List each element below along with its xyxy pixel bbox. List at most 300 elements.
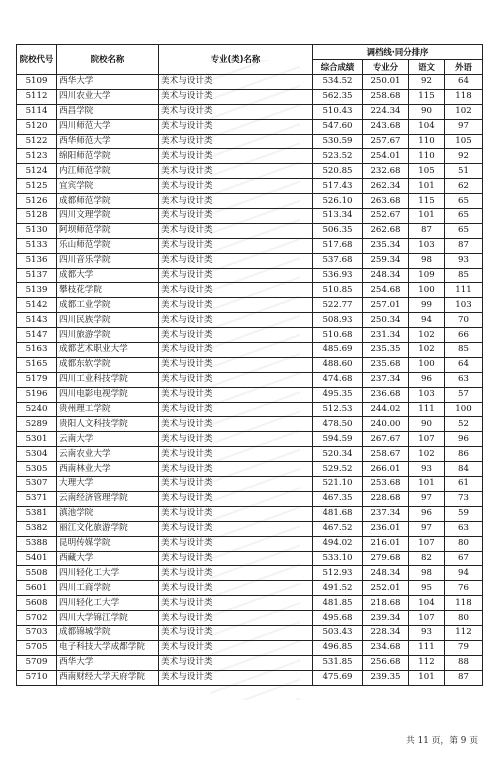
cell-major-score: 257.01 bbox=[363, 298, 409, 313]
cell-school: 阿坝师范学院 bbox=[57, 223, 159, 238]
cell-code: 5388 bbox=[17, 536, 57, 551]
cell-total: 523.52 bbox=[313, 149, 363, 164]
cell-chinese: 115 bbox=[409, 194, 445, 209]
cell-school: 四川师范大学 bbox=[57, 119, 159, 134]
header-total: 综合成绩 bbox=[313, 60, 363, 75]
table-row bbox=[17, 357, 483, 372]
cell-foreign: 80 bbox=[445, 611, 483, 626]
cell-total: 495.68 bbox=[313, 611, 363, 626]
cell-major: 美术与设计类 bbox=[159, 343, 313, 358]
cell-chinese: 111 bbox=[409, 402, 445, 417]
cell-code: 5601 bbox=[17, 581, 57, 596]
cell-code: 5705 bbox=[17, 640, 57, 655]
cell-major: 美术与设计类 bbox=[159, 506, 313, 521]
cell-total: 534.52 bbox=[313, 75, 363, 90]
cell-total: 510.85 bbox=[313, 283, 363, 298]
cell-major-score: 252.01 bbox=[363, 581, 409, 596]
header-group: 调档线·同分排序 bbox=[313, 45, 483, 60]
cell-total: 481.85 bbox=[313, 596, 363, 611]
table-row bbox=[17, 655, 483, 670]
cell-major-score: 232.68 bbox=[363, 164, 409, 179]
cell-chinese: 111 bbox=[409, 640, 445, 655]
cell-major: 美术与设计类 bbox=[159, 536, 313, 551]
table-row bbox=[17, 447, 483, 462]
cell-major-score: 216.01 bbox=[363, 536, 409, 551]
cell-major: 美术与设计类 bbox=[159, 164, 313, 179]
cell-total: 512.53 bbox=[313, 402, 363, 417]
cell-chinese: 110 bbox=[409, 149, 445, 164]
table-row bbox=[17, 596, 483, 611]
cell-code: 5702 bbox=[17, 611, 57, 626]
cell-school: 成都艺术职业大学 bbox=[57, 343, 159, 358]
table-row bbox=[17, 209, 483, 224]
cell-code: 5508 bbox=[17, 566, 57, 581]
cell-chinese: 105 bbox=[409, 164, 445, 179]
cell-code: 5165 bbox=[17, 357, 57, 372]
cell-foreign: 87 bbox=[445, 238, 483, 253]
cell-foreign: 112 bbox=[445, 625, 483, 640]
cell-school: 云南农业大学 bbox=[57, 447, 159, 462]
cell-foreign: 57 bbox=[445, 387, 483, 402]
cell-code: 5124 bbox=[17, 164, 57, 179]
cell-major: 美术与设计类 bbox=[159, 194, 313, 209]
cell-code: 5122 bbox=[17, 134, 57, 149]
cell-major: 美术与设计类 bbox=[159, 566, 313, 581]
table-row bbox=[17, 670, 483, 685]
cell-total: 521.10 bbox=[313, 477, 363, 492]
header-major: 专业(类)名称 bbox=[159, 45, 313, 75]
cell-foreign: 63 bbox=[445, 372, 483, 387]
cell-code: 5307 bbox=[17, 477, 57, 492]
cell-code: 5709 bbox=[17, 655, 57, 670]
cell-major: 美术与设计类 bbox=[159, 149, 313, 164]
cell-major: 美术与设计类 bbox=[159, 596, 313, 611]
table-row bbox=[17, 551, 483, 566]
cell-major: 美术与设计类 bbox=[159, 372, 313, 387]
cell-major-score: 258.68 bbox=[363, 89, 409, 104]
cell-total: 517.68 bbox=[313, 238, 363, 253]
table-row bbox=[17, 372, 483, 387]
cell-major: 美术与设计类 bbox=[159, 581, 313, 596]
cell-code: 5301 bbox=[17, 432, 57, 447]
table-row bbox=[17, 491, 483, 506]
cell-major-score: 218.68 bbox=[363, 596, 409, 611]
cell-chinese: 104 bbox=[409, 596, 445, 611]
cell-major: 美术与设计类 bbox=[159, 447, 313, 462]
table-row bbox=[17, 223, 483, 238]
table-row bbox=[17, 521, 483, 536]
cell-chinese: 95 bbox=[409, 581, 445, 596]
cell-total: 467.35 bbox=[313, 491, 363, 506]
cell-major: 美术与设计类 bbox=[159, 387, 313, 402]
cell-total: 491.52 bbox=[313, 581, 363, 596]
cell-major: 美术与设计类 bbox=[159, 238, 313, 253]
cell-foreign: 80 bbox=[445, 536, 483, 551]
cell-major: 美术与设计类 bbox=[159, 209, 313, 224]
cell-code: 5196 bbox=[17, 387, 57, 402]
cell-foreign: 62 bbox=[445, 179, 483, 194]
cell-major-score: 248.34 bbox=[363, 566, 409, 581]
cell-chinese: 98 bbox=[409, 566, 445, 581]
cell-total: 533.10 bbox=[313, 551, 363, 566]
cell-major-score: 237.34 bbox=[363, 372, 409, 387]
cell-chinese: 115 bbox=[409, 89, 445, 104]
cell-total: 537.68 bbox=[313, 253, 363, 268]
cell-code: 5608 bbox=[17, 596, 57, 611]
cell-foreign: 61 bbox=[445, 477, 483, 492]
table-row bbox=[17, 536, 483, 551]
cell-foreign: 94 bbox=[445, 566, 483, 581]
score-table bbox=[16, 44, 483, 686]
table-row bbox=[17, 462, 483, 477]
cell-major: 美术与设计类 bbox=[159, 134, 313, 149]
cell-total: 517.43 bbox=[313, 179, 363, 194]
table-row bbox=[17, 298, 483, 313]
cell-school: 云南大学 bbox=[57, 432, 159, 447]
table-row bbox=[17, 343, 483, 358]
cell-school: 西南财经大学天府学院 bbox=[57, 670, 159, 685]
cell-total: 520.85 bbox=[313, 164, 363, 179]
cell-chinese: 97 bbox=[409, 521, 445, 536]
cell-foreign: 88 bbox=[445, 655, 483, 670]
cell-school: 乐山师范学院 bbox=[57, 238, 159, 253]
cell-school: 成都工业学院 bbox=[57, 298, 159, 313]
cell-chinese: 107 bbox=[409, 536, 445, 551]
cell-code: 5112 bbox=[17, 89, 57, 104]
cell-school: 西华师范大学 bbox=[57, 134, 159, 149]
cell-major-score: 236.01 bbox=[363, 521, 409, 536]
cell-foreign: 100 bbox=[445, 402, 483, 417]
cell-total: 529.52 bbox=[313, 462, 363, 477]
cell-total: 467.52 bbox=[313, 521, 363, 536]
table-row bbox=[17, 313, 483, 328]
table-body bbox=[17, 75, 483, 686]
cell-major: 美术与设计类 bbox=[159, 640, 313, 655]
cell-foreign: 84 bbox=[445, 462, 483, 477]
cell-school: 西藏大学 bbox=[57, 551, 159, 566]
cell-total: 547.60 bbox=[313, 119, 363, 134]
cell-major-score: 262.68 bbox=[363, 223, 409, 238]
cell-school: 成都锦城学院 bbox=[57, 625, 159, 640]
cell-major-score: 231.34 bbox=[363, 328, 409, 343]
cell-major: 美术与设计类 bbox=[159, 223, 313, 238]
cell-foreign: 102 bbox=[445, 104, 483, 119]
cell-total: 475.69 bbox=[313, 670, 363, 685]
cell-foreign: 92 bbox=[445, 149, 483, 164]
cell-school: 丽江文化旅游学院 bbox=[57, 521, 159, 536]
cell-major: 美术与设计类 bbox=[159, 402, 313, 417]
cell-foreign: 59 bbox=[445, 506, 483, 521]
cell-total: 496.85 bbox=[313, 640, 363, 655]
table-row bbox=[17, 268, 483, 283]
cell-foreign: 111 bbox=[445, 283, 483, 298]
cell-total: 531.85 bbox=[313, 655, 363, 670]
cell-school: 四川音乐学院 bbox=[57, 253, 159, 268]
cell-major-score: 235.35 bbox=[363, 343, 409, 358]
table-row bbox=[17, 194, 483, 209]
cell-chinese: 101 bbox=[409, 670, 445, 685]
cell-chinese: 100 bbox=[409, 357, 445, 372]
cell-major: 美术与设计类 bbox=[159, 298, 313, 313]
table-row bbox=[17, 640, 483, 655]
cell-school: 四川电影电视学院 bbox=[57, 387, 159, 402]
cell-major: 美术与设计类 bbox=[159, 417, 313, 432]
cell-code: 5703 bbox=[17, 625, 57, 640]
cell-total: 510.43 bbox=[313, 104, 363, 119]
cell-foreign: 67 bbox=[445, 551, 483, 566]
cell-code: 5401 bbox=[17, 551, 57, 566]
cell-code: 5130 bbox=[17, 223, 57, 238]
cell-foreign: 70 bbox=[445, 313, 483, 328]
cell-school: 绵阳师范学院 bbox=[57, 149, 159, 164]
cell-foreign: 76 bbox=[445, 581, 483, 596]
cell-major: 美术与设计类 bbox=[159, 477, 313, 492]
cell-chinese: 102 bbox=[409, 328, 445, 343]
cell-code: 5109 bbox=[17, 75, 57, 90]
cell-foreign: 63 bbox=[445, 521, 483, 536]
table-row bbox=[17, 149, 483, 164]
cell-school: 贵州理工学院 bbox=[57, 402, 159, 417]
cell-major-score: 254.68 bbox=[363, 283, 409, 298]
cell-foreign: 103 bbox=[445, 298, 483, 313]
cell-chinese: 109 bbox=[409, 268, 445, 283]
cell-chinese: 97 bbox=[409, 491, 445, 506]
cell-foreign: 66 bbox=[445, 328, 483, 343]
cell-total: 481.68 bbox=[313, 506, 363, 521]
cell-major-score: 240.00 bbox=[363, 417, 409, 432]
cell-chinese: 94 bbox=[409, 313, 445, 328]
cell-chinese: 98 bbox=[409, 253, 445, 268]
cell-code: 5179 bbox=[17, 372, 57, 387]
cell-major-score: 224.34 bbox=[363, 104, 409, 119]
cell-chinese: 107 bbox=[409, 432, 445, 447]
table-row bbox=[17, 75, 483, 90]
cell-chinese: 101 bbox=[409, 477, 445, 492]
cell-major: 美术与设计类 bbox=[159, 253, 313, 268]
cell-foreign: 85 bbox=[445, 343, 483, 358]
cell-major-score: 228.34 bbox=[363, 625, 409, 640]
cell-foreign: 79 bbox=[445, 640, 483, 655]
cell-total: 508.93 bbox=[313, 313, 363, 328]
page-footer: 共 11 页，第 9 页 bbox=[406, 736, 478, 746]
header-major-score: 专业分 bbox=[363, 60, 409, 75]
cell-foreign: 65 bbox=[445, 194, 483, 209]
cell-foreign: 96 bbox=[445, 432, 483, 447]
cell-school: 云南经济管理学院 bbox=[57, 491, 159, 506]
cell-code: 5137 bbox=[17, 268, 57, 283]
cell-major-score: 254.01 bbox=[363, 149, 409, 164]
cell-chinese: 102 bbox=[409, 343, 445, 358]
cell-code: 5136 bbox=[17, 253, 57, 268]
cell-foreign: 65 bbox=[445, 209, 483, 224]
cell-chinese: 90 bbox=[409, 417, 445, 432]
cell-school: 成都东软学院 bbox=[57, 357, 159, 372]
cell-major: 美术与设计类 bbox=[159, 625, 313, 640]
cell-major: 美术与设计类 bbox=[159, 75, 313, 90]
cell-chinese: 101 bbox=[409, 209, 445, 224]
table-row bbox=[17, 89, 483, 104]
cell-major: 美术与设计类 bbox=[159, 283, 313, 298]
cell-chinese: 93 bbox=[409, 625, 445, 640]
cell-school: 大理大学 bbox=[57, 477, 159, 492]
cell-school: 四川文理学院 bbox=[57, 209, 159, 224]
cell-foreign: 64 bbox=[445, 75, 483, 90]
cell-school: 四川旅游学院 bbox=[57, 328, 159, 343]
table-row bbox=[17, 625, 483, 640]
cell-school: 昆明传媒学院 bbox=[57, 536, 159, 551]
cell-chinese: 82 bbox=[409, 551, 445, 566]
cell-foreign: 73 bbox=[445, 491, 483, 506]
cell-total: 485.69 bbox=[313, 343, 363, 358]
cell-major-score: 259.34 bbox=[363, 253, 409, 268]
cell-major-score: 235.68 bbox=[363, 357, 409, 372]
table-row bbox=[17, 328, 483, 343]
cell-total: 594.59 bbox=[313, 432, 363, 447]
cell-total: 506.35 bbox=[313, 223, 363, 238]
cell-major-score: 252.67 bbox=[363, 209, 409, 224]
cell-major: 美术与设计类 bbox=[159, 179, 313, 194]
cell-code: 5143 bbox=[17, 313, 57, 328]
cell-major-score: 248.34 bbox=[363, 268, 409, 283]
table-row bbox=[17, 611, 483, 626]
cell-school: 成都大学 bbox=[57, 268, 159, 283]
cell-total: 494.02 bbox=[313, 536, 363, 551]
cell-major: 美术与设计类 bbox=[159, 611, 313, 626]
header-chinese: 语文 bbox=[409, 60, 445, 75]
header-foreign: 外语 bbox=[445, 60, 483, 75]
cell-major: 美术与设计类 bbox=[159, 104, 313, 119]
cell-chinese: 103 bbox=[409, 387, 445, 402]
cell-major-score: 250.01 bbox=[363, 75, 409, 90]
table-row bbox=[17, 581, 483, 596]
cell-major-score: 243.68 bbox=[363, 119, 409, 134]
cell-major: 美术与设计类 bbox=[159, 328, 313, 343]
cell-school: 西华大学 bbox=[57, 655, 159, 670]
cell-total: 488.60 bbox=[313, 357, 363, 372]
table-row bbox=[17, 566, 483, 581]
cell-chinese: 99 bbox=[409, 298, 445, 313]
table-row bbox=[17, 387, 483, 402]
cell-chinese: 107 bbox=[409, 611, 445, 626]
cell-school: 成都师范学院 bbox=[57, 194, 159, 209]
cell-school: 四川工业科技学院 bbox=[57, 372, 159, 387]
cell-school: 四川大学锦江学院 bbox=[57, 611, 159, 626]
cell-major: 美术与设计类 bbox=[159, 521, 313, 536]
cell-major-score: 236.68 bbox=[363, 387, 409, 402]
cell-chinese: 92 bbox=[409, 75, 445, 90]
cell-major: 美术与设计类 bbox=[159, 462, 313, 477]
cell-major: 美术与设计类 bbox=[159, 670, 313, 685]
cell-school: 四川民族学院 bbox=[57, 313, 159, 328]
cell-school: 西南林业大学 bbox=[57, 462, 159, 477]
cell-code: 5142 bbox=[17, 298, 57, 313]
cell-foreign: 87 bbox=[445, 670, 483, 685]
cell-major-score: 228.68 bbox=[363, 491, 409, 506]
table-header bbox=[17, 45, 483, 75]
cell-school: 四川轻化工大学 bbox=[57, 566, 159, 581]
cell-school: 滇池学院 bbox=[57, 506, 159, 521]
table-row bbox=[17, 402, 483, 417]
cell-major: 美术与设计类 bbox=[159, 119, 313, 134]
cell-major-score: 263.68 bbox=[363, 194, 409, 209]
cell-major-score: 262.34 bbox=[363, 179, 409, 194]
cell-chinese: 96 bbox=[409, 506, 445, 521]
cell-total: 478.50 bbox=[313, 417, 363, 432]
cell-foreign: 51 bbox=[445, 164, 483, 179]
table-row bbox=[17, 238, 483, 253]
cell-chinese: 96 bbox=[409, 372, 445, 387]
cell-major-score: 257.67 bbox=[363, 134, 409, 149]
cell-code: 5139 bbox=[17, 283, 57, 298]
cell-chinese: 103 bbox=[409, 238, 445, 253]
cell-chinese: 101 bbox=[409, 179, 445, 194]
table-row bbox=[17, 119, 483, 134]
cell-major: 美术与设计类 bbox=[159, 432, 313, 447]
cell-major-score: 266.01 bbox=[363, 462, 409, 477]
cell-code: 5305 bbox=[17, 462, 57, 477]
cell-school: 四川工商学院 bbox=[57, 581, 159, 596]
cell-code: 5371 bbox=[17, 491, 57, 506]
cell-major-score: 237.34 bbox=[363, 506, 409, 521]
cell-foreign: 52 bbox=[445, 417, 483, 432]
cell-total: 510.68 bbox=[313, 328, 363, 343]
cell-code: 5710 bbox=[17, 670, 57, 685]
cell-school: 攀枝花学院 bbox=[57, 283, 159, 298]
cell-major: 美术与设计类 bbox=[159, 357, 313, 372]
cell-school: 西昌学院 bbox=[57, 104, 159, 119]
table-row bbox=[17, 432, 483, 447]
cell-code: 5126 bbox=[17, 194, 57, 209]
cell-school: 内江师范学院 bbox=[57, 164, 159, 179]
cell-major: 美术与设计类 bbox=[159, 491, 313, 506]
table-row bbox=[17, 506, 483, 521]
header-code: 院校代号 bbox=[17, 45, 57, 75]
cell-total: 474.68 bbox=[313, 372, 363, 387]
cell-foreign: 97 bbox=[445, 119, 483, 134]
cell-total: 530.59 bbox=[313, 134, 363, 149]
cell-major-score: 279.68 bbox=[363, 551, 409, 566]
cell-chinese: 102 bbox=[409, 447, 445, 462]
cell-major-score: 234.68 bbox=[363, 640, 409, 655]
table-row bbox=[17, 164, 483, 179]
cell-major-score: 258.67 bbox=[363, 447, 409, 462]
table-row bbox=[17, 477, 483, 492]
cell-chinese: 112 bbox=[409, 655, 445, 670]
cell-major-score: 267.67 bbox=[363, 432, 409, 447]
cell-code: 5123 bbox=[17, 149, 57, 164]
cell-code: 5125 bbox=[17, 179, 57, 194]
cell-major: 美术与设计类 bbox=[159, 313, 313, 328]
cell-chinese: 104 bbox=[409, 119, 445, 134]
table-row bbox=[17, 104, 483, 119]
cell-code: 5289 bbox=[17, 417, 57, 432]
cell-major-score: 239.34 bbox=[363, 611, 409, 626]
table-row bbox=[17, 417, 483, 432]
cell-code: 5240 bbox=[17, 402, 57, 417]
cell-chinese: 100 bbox=[409, 283, 445, 298]
table-row bbox=[17, 253, 483, 268]
cell-code: 5147 bbox=[17, 328, 57, 343]
cell-school: 宜宾学院 bbox=[57, 179, 159, 194]
table-row bbox=[17, 179, 483, 194]
cell-code: 5128 bbox=[17, 209, 57, 224]
cell-total: 512.93 bbox=[313, 566, 363, 581]
cell-major: 美术与设计类 bbox=[159, 89, 313, 104]
cell-total: 513.34 bbox=[313, 209, 363, 224]
cell-school: 电子科技大学成都学院 bbox=[57, 640, 159, 655]
cell-major-score: 256.68 bbox=[363, 655, 409, 670]
cell-school: 贵阳人文科技学院 bbox=[57, 417, 159, 432]
